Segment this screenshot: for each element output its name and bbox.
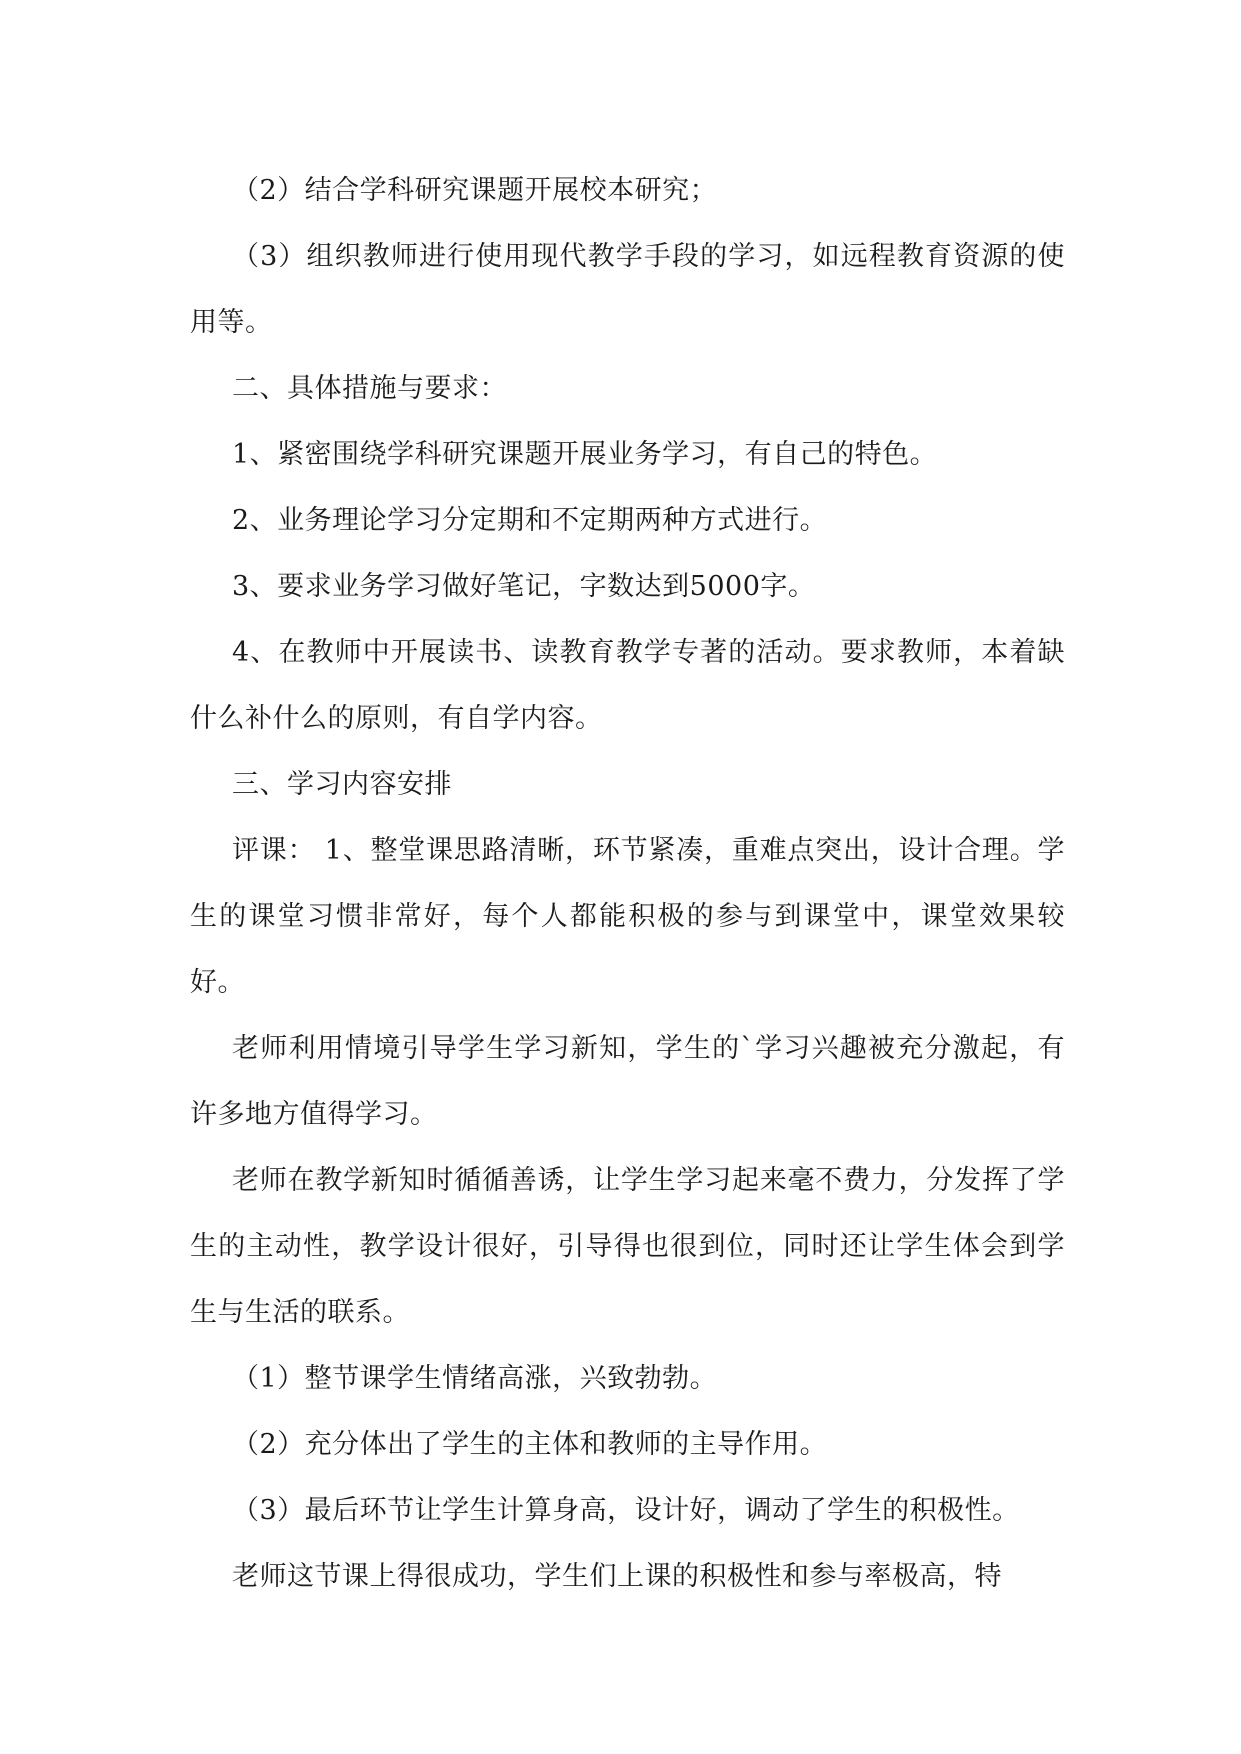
- paragraph: 3、要求业务学习做好笔记，字数达到5000字。: [232, 571, 816, 602]
- paragraph: （3）组织教师进行使用现代教学手段的学习，如远程教育资源的使用等。: [190, 241, 1065, 338]
- paragraph: 评课： 1、整堂课思路清晰，环节紧凑，重难点突出，设计合理。学生的课堂习惯非常好，每个人都能积极的参与到课堂中，课堂效果较好。: [190, 835, 1065, 998]
- paragraph: 2、业务理论学习分定期和不定期两种方式进行。: [232, 505, 828, 536]
- paragraph: 老师在教学新知时循循善诱，让学生学习起来毫不费力，分发挥了学生的主动性，教学设计很好，引导得也很到位，同时还让学生体会到学生与生活的联系。: [190, 1165, 1065, 1328]
- document-body: [190, 158, 1065, 1610]
- paragraph: 老师这节课上得很成功，学生们上课的积极性和参与率极高，特: [232, 1561, 1002, 1592]
- paragraph: 老师利用情境引导学生学习新知，学生的`学习兴趣被充分激起，有许多地方值得学习。: [190, 1033, 1065, 1130]
- paragraph: 4、在教师中开展读书、读教育教学专著的活动。要求教师，本着缺什么补什么的原则，有自学内容。: [190, 637, 1065, 734]
- paragraph: （2）充分体出了学生的主体和教师的主导作用。: [232, 1429, 828, 1460]
- paragraph: （1）整节课学生情绪高涨，兴致勃勃。: [232, 1363, 718, 1394]
- paragraph: 1、紧密围绕学科研究课题开展业务学习，有自己的特色。: [232, 439, 938, 470]
- section-heading: 二、具体措施与要求：: [232, 373, 507, 404]
- paragraph: （2）结合学科研究课题开展校本研究；: [232, 175, 718, 206]
- section-heading: 三、学习内容安排: [232, 769, 452, 800]
- paragraph: （3）最后环节让学生计算身高，设计好，调动了学生的积极性。: [232, 1495, 1020, 1526]
